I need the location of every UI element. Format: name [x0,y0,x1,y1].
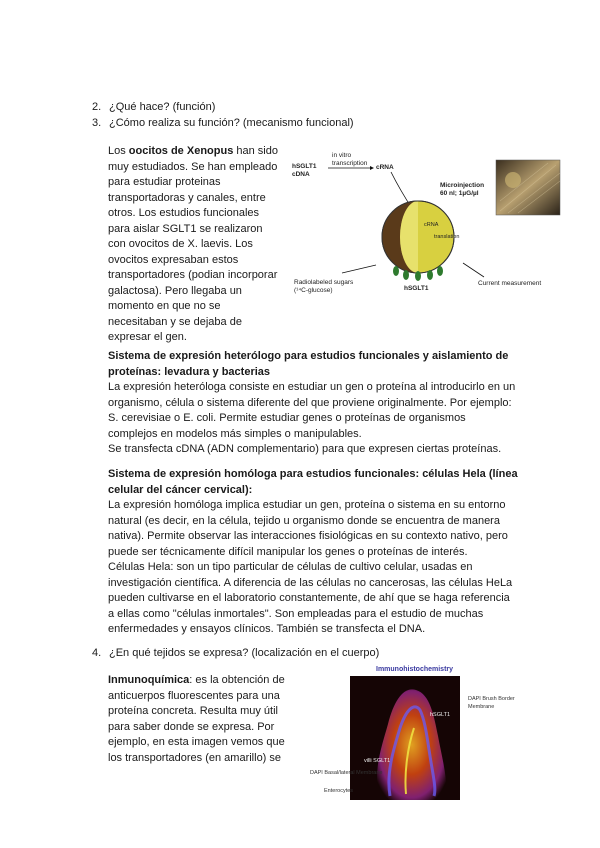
tissue-image [310,676,542,800]
arrowhead-icon [370,166,374,170]
text-prefix: Los [108,145,129,157]
label-translation: translation [434,234,460,240]
label-hsglt1: hSGLT1 [404,285,429,292]
label-bottom: Enterocytes [324,788,354,794]
question-3 [92,116,354,132]
label-left: DAPI Basal/lateral Membrane [310,770,383,776]
label-sglt: hSGLT1 [430,712,451,718]
question-text: ¿En qué tejidos se expresa? (localización en el cuerpo) [109,647,380,659]
arrow-current [463,263,484,277]
xenopus-bold-term: oocitos de Xenopus [128,145,234,157]
arrow-sugars [342,265,376,273]
question-number: 2. [92,101,102,113]
heterologo-body-2: Se transfecta cDNA (ADN complementario) para que expresen ciertas proteínas. [108,443,502,455]
label-microinjection: Microinjection 60 nl; 1µG/µl [440,182,485,197]
question-4 [92,646,379,662]
homologo-heading: Sistema de expresión homóloga para estudios funcionales: células Hela (línea celular del cáncer cervical): [108,468,518,496]
oocyte-figure [288,145,568,305]
microinjection-cell [505,172,521,188]
text-body: han sido muy estudiados. Se han empleado para estudiar proteinas transportadoras y canales, entre otros. Los estudios funcionales para aislar SGLT1 se realizaron con ovocitos de X. laevis. Los ovocitos expresaban estos transportadores (podian incorporar galactosa). Pero llegaba un momento en que no se necesitaban y se dejaba de expresar el gen. [108,145,278,343]
text-body: : es la obtención de anticuerpos fluorescentes para una proteína concreta. Resulta muy útil para saber donde se expresa. Por ejemplo, en esta imagen vemos que los transportadores (en amarillo) se [108,674,285,764]
inmuno-paragraph [108,673,288,766]
question-number: 4. [92,647,102,659]
label-top: DAPI Brush Border Membrane [468,696,515,710]
label-current: Current measurement [478,280,542,287]
figure-title: Immunohistochemistry [376,666,454,673]
label-hsglt1-cdna: hSGLT1 cDNA [292,163,317,178]
homologo-body-2: Células Hela: son un tipo particular de células de cultivo celular, usadas en investigación científica. A diferencia de las células no cancerosas, las células HeLa pueden cultivarse en el laboratorio constantemente, de ahí que se haga referencia a ellas como "células inmortales". Son empleadas para el estudio de muchas enfermedades y ensayos clínicos. También se transfecta el DNA. [108,561,513,635]
immunohistochemistry-figure [310,666,542,800]
xenopus-paragraph [108,144,280,346]
homologo-body: La expresión homóloga implica estudiar un gen, proteína o sistema en su entorno natural (es decir, en la célula, tejido u organismo donde se encuentra de manera nativa). Permite observar las interacciones fisiológicas en su contexto nativo, pero puede ser técnicamente difícil manipular los genes o proteínas de interés. [108,499,508,558]
inmuno-bold-term: Inmunoquímica [108,674,190,686]
label-radiolabeled: Radiolabeled sugars (¹⁴C-glucose) [294,279,354,294]
label-crna: cRNA [376,164,394,171]
question-number: 3. [92,117,102,129]
heterologo-heading: Sistema de expresión heterólogo para estudios funcionales y aislamiento de proteínas: levadura y bacterias [108,350,509,378]
question-2 [92,100,215,116]
heterologo-body: La expresión heteróloga consiste en estudiar un gen o proteína al introducirlo en un organismo, célula o sistema diferente del que proviene originalmente. Por ejemplo: S. cerevisiae o E. coli. Permite estudiar genes o proteínas de organismos complejos en modelos más simples o manipulables. [108,381,516,440]
label-mid: villi SGLT1 [364,758,391,764]
question-text: ¿Qué hace? (función) [109,101,216,113]
label-in-vitro: in vitro transcription [332,152,368,167]
question-text: ¿Cómo realiza su función? (mecanismo funcional) [109,117,354,129]
label-crna-inner: cRNA [424,222,439,228]
